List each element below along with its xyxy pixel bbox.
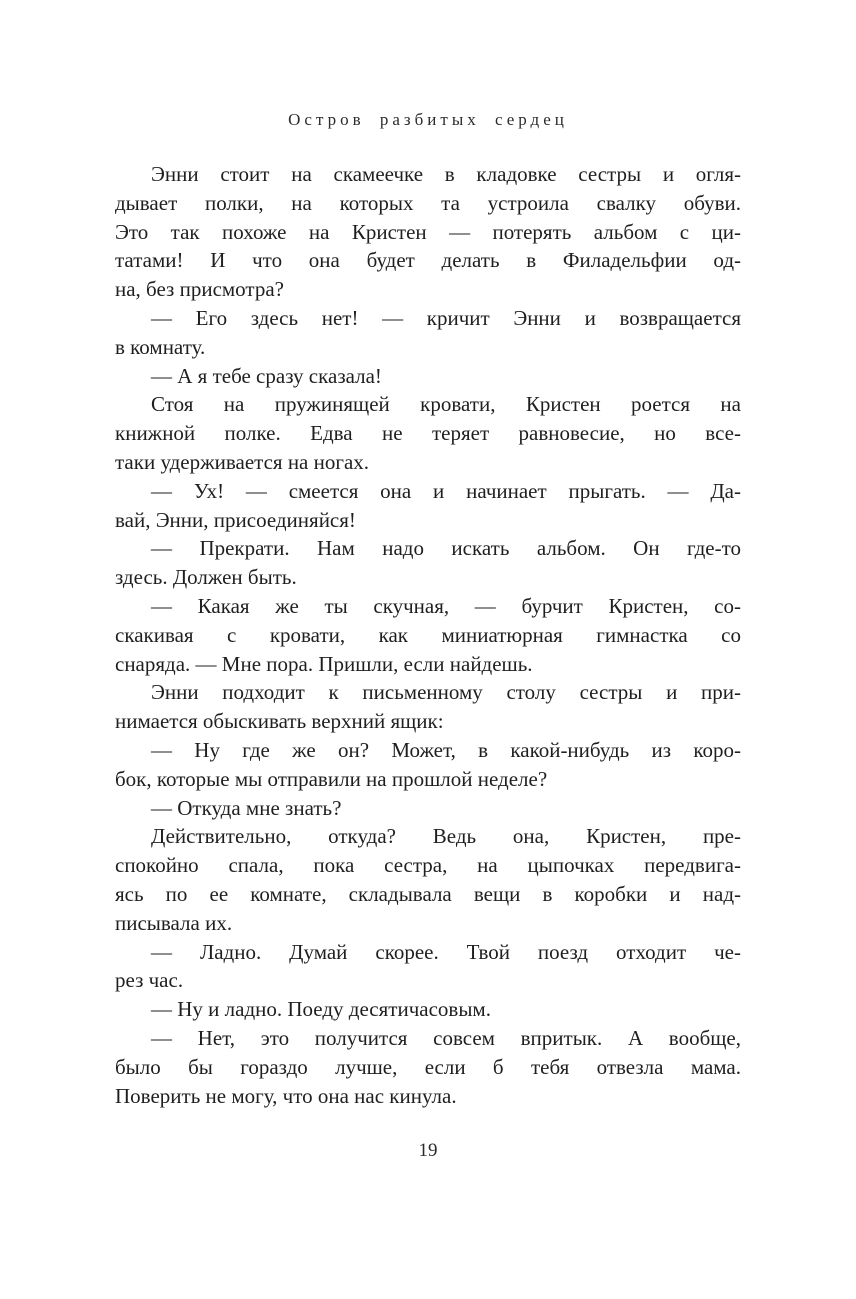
paragraph: [115, 995, 741, 1024]
text-line: бок, которые мы отправили на прошлой неделе?: [115, 766, 548, 791]
text-line: снаряда. — Мне пора. Пришли, если найдешь.: [115, 651, 533, 676]
text-line: — Нет, это получится совсем впритык. А вообще,: [151, 1025, 741, 1050]
running-head: Остров разбитых сердец: [288, 110, 568, 129]
paragraph: [115, 1024, 741, 1110]
text-line: — Прекрати. Нам надо искать альбом. Он где-то: [151, 536, 741, 561]
paragraph: [115, 390, 741, 476]
text-line: татами! И что она будет делать в Филадельфии од-: [115, 248, 741, 273]
text-line: — Ну где же он? Может, в какой-нибудь из коро-: [151, 737, 741, 762]
text-line: здесь. Должен быть.: [115, 565, 297, 590]
text-line: спокойно спала, пока сестра, на цыпочках передвига-: [115, 853, 741, 878]
paragraph: [115, 362, 741, 391]
paragraph: [115, 736, 741, 794]
paragraph: [115, 822, 741, 937]
paragraph: [115, 534, 741, 592]
text-line: скакивая с кровати, как миниатюрная гимнастка со: [115, 622, 741, 647]
text-line: рез час.: [115, 968, 184, 993]
text-line: — А я тебе сразу сказала!: [151, 363, 382, 388]
text-line: дывает полки, на которых та устроила свалку обуви.: [115, 190, 741, 215]
text-line: — Ну и ладно. Поеду десятичасовым.: [151, 997, 491, 1022]
paragraph: [115, 592, 741, 678]
paragraph: [115, 304, 741, 362]
paragraph: [115, 477, 741, 535]
text-line: — Ух! — смеется она и начинает прыгать. — Да-: [151, 478, 741, 503]
text-line: таки удерживается на ногах.: [115, 449, 370, 474]
text-line: — Ладно. Думай скорее. Твой поезд отходит че-: [151, 939, 741, 964]
page-number: 19: [418, 1140, 438, 1161]
text-line: — Какая же ты скучная, — бурчит Кристен, со-: [151, 593, 741, 618]
text-line: Это так похоже на Кристен — потерять альбом с ци-: [115, 219, 741, 244]
text-line: было бы гораздо лучше, если б тебя отвезла мама.: [115, 1054, 741, 1079]
text-line: Стоя на пружинящей кровати, Кристен роется на: [151, 392, 741, 417]
paragraph: [115, 938, 741, 996]
text-line: Энни стоит на скамеечке в кладовке сестры и огля-: [151, 162, 741, 186]
text-line: — Его здесь нет! — кричит Энни и возвращается: [151, 305, 741, 330]
text-line: писывала их.: [115, 910, 233, 935]
paragraph: [115, 678, 741, 736]
text-line: — Откуда мне знать?: [151, 795, 342, 820]
text-line: вай, Энни, присоединяйся!: [115, 507, 356, 532]
body-text: [115, 160, 741, 1110]
paragraph: [115, 160, 741, 304]
text-line: в комнату.: [115, 334, 206, 359]
text-line: Поверить не могу, что она нас кинула.: [115, 1083, 457, 1108]
text-line: книжной полке. Едва не теряет равновесие, но все-: [115, 421, 741, 446]
text-line: Действительно, откуда? Ведь она, Кристен, пре-: [151, 824, 741, 849]
text-line: ясь по ее комнате, складывала вещи в коробки и над-: [115, 881, 741, 906]
text-line: Энни подходит к письменному столу сестры и при-: [151, 680, 741, 705]
paragraph: [115, 794, 741, 823]
text-line: на, без присмотра?: [115, 277, 284, 302]
text-line: нимается обыскивать верхний ящик:: [115, 709, 444, 734]
